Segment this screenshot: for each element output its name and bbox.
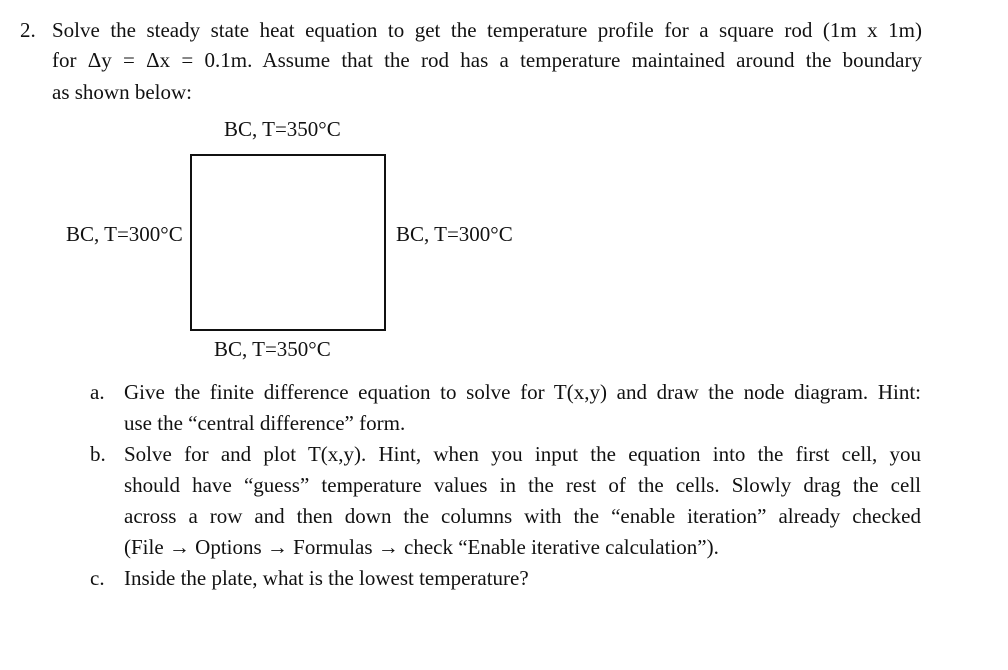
part-b-line-2: should have “guess” temperature values in the rest of the cells. Slowly drag the cell [124, 473, 921, 497]
part-b-line-3: across a row and then down the columns with the “enable iteration” already checked [124, 504, 921, 528]
part-b-line-1: Solve for and plot T(x,y). Hint, when you input the equation into the first cell, you [124, 442, 921, 466]
problem-number: 2. [20, 18, 36, 42]
part-c-letter: c. [90, 566, 105, 590]
part-c-line-1: Inside the plate, what is the lowest temperature? [124, 566, 529, 590]
bc-right-label: BC, T=300°C [396, 222, 513, 246]
problem-statement-line-2: for Δy = Δx = 0.1m. Assume that the rod has a temperature maintained around the boundary [52, 48, 922, 72]
part-a-line-1: Give the finite difference equation to solve for T(x,y) and draw the node diagram. Hint: [124, 380, 921, 404]
part-a-line-2: use the “central difference” form. [124, 411, 406, 435]
part-b-line-4: (File → Options → Formulas → check “Enable iterative calculation”). [124, 535, 719, 559]
problem-statement-line-1: Solve the steady state heat equation to get the temperature profile for a square rod (1m x 1m) [52, 18, 922, 42]
square-rod [190, 154, 386, 331]
problem-statement-line-3: as shown below: [52, 80, 192, 104]
bc-bottom-label: BC, T=350°C [214, 337, 331, 361]
bc-left-label: BC, T=300°C [66, 222, 183, 246]
part-a-letter: a. [90, 380, 105, 404]
part-b-letter: b. [90, 442, 106, 466]
bc-top-label: BC, T=350°C [224, 117, 341, 141]
